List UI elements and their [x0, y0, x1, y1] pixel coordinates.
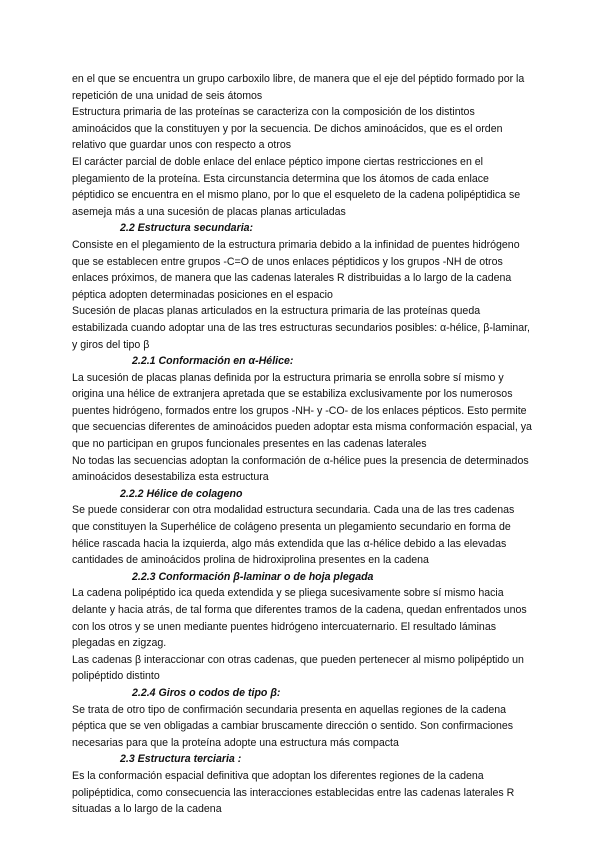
paragraph-tertiary-structure: Es la conformación espacial definitiva que adoptan los diferentes regiones de la cadena polipéptidica, como consecuencia las interacciones establecidas entre las cadenas laterales R situadas a lo largo de la cadena [72, 769, 515, 816]
paragraph-double-bond: El carácter parcial de doble enlace del enlace péptico impone ciertas restricciones en el plegamiento de la proteína. Esta circunstancia determina que los átomos de cada enlace péptidico se encuentra en el mismo plano, por lo que el esqueleto de la cadena polipéptidica se asemeja más a una sucesión de placas planas articuladas [72, 155, 521, 218]
heading-beta-turns: 2.2.4 Giros o codos de tipo β: [132, 686, 281, 699]
paragraph-alpha-helix-note: No todas las secuencias adoptan la conformación de α-hélice pues la presencia de determinados aminoácidos desestabiliza esta estructura [72, 454, 529, 484]
paragraph-alpha-helix: La sucesión de placas planas definida por la estructura primaria se enrolla sobre sí mismo y origina una hélice de extranjera apretada que se estabiliza exclusivamente por los numerosos puentes hidrógeno, formados entre los grupos -NH- y -CO- de los enlaces pépticos. Esto permite que secuencias diferentes de aminoácidos pueden adoptar esta misma conformación espacial, ya que no participan en grupos funcionales presentes en las cadenas laterales [72, 371, 532, 451]
paragraph-secondary-definition: Consiste en el plegamiento de la estructura primaria debido a la infinidad de puentes hidrógeno que se establecen entre grupos -C=O de unos enlaces péptidicos y los grupos -NH de otros enlaces próximos, de manera que las cadenas laterales R distribuidas a lo largo de la cadena péptica adopten determinadas posiciones en el espacio [72, 238, 520, 301]
paragraph-secondary-types: Sucesión de placas planas articulados en la estructura primaria de las proteínas queda estabilizada cuando adoptar una de las tres estructuras secundarios posibles: α-hélice, β-laminar, y giros del tipo β [72, 305, 530, 351]
paragraph-primary-structure: Estructura primaria de las proteínas se caracteriza con la composición de los distintos aminoácidos que la constituyen y por la secuencia. De dichos aminoácidos, que es el orden relativo que guardar unos con respecto a otros [72, 106, 503, 152]
paragraph-beta-sheet: La cadena polipéptido ica queda extendida y se pliega sucesivamente sobre sí mismo hacia delante y hacia atrás, de tal forma que diferentes tramos de la cadena, quedan enfrentados unos con los otros y se unen mediante puentes hidrógeno intercuaternario. El resultado láminas plegadas en zigzag. [72, 587, 527, 650]
document-body [72, 71, 534, 818]
heading-collagen-helix: 2.2.2 Hélice de colageno [120, 487, 243, 500]
heading-secondary-structure: 2.2 Estructura secundaria: [120, 222, 254, 235]
heading-tertiary-structure: 2.3 Estructura terciaria : [120, 753, 242, 766]
heading-alpha-helix: 2.2.1 Conformación en α-Hélice: [132, 355, 294, 368]
paragraph-beta-turns: Se trata de otro tipo de confirmación secundaria presenta en aquellas regiones de la cadena péptica que se ven obligadas a cambiar bruscamente dirección o sentido. Son confirmaciones necesarias para que la proteína adopte una estructura más compacta [72, 703, 514, 749]
paragraph-peptide-axis: en el que se encuentra un grupo carboxilo libre, de manera que el eje del péptido formado por la repetición de una unidad de seis átomos [72, 73, 525, 102]
heading-beta-sheet: 2.2.3 Conformación β-laminar o de hoja plegada [132, 570, 374, 583]
paragraph-collagen-helix: Se puede considerar con otra modalidad estructura secundaria. Cada una de las tres cadenas que constituyen la Superhélice de colágeno presenta un plegamiento secundario en forma de hélice rascada hacia la izquierda, algo más extendida que las α-hélice debido a las elevadas cantidades de aminoácidos prolina de hidroxiprolina presentes en la cadena [72, 504, 515, 567]
paragraph-beta-chains: Las cadenas β interaccionar con otras cadenas, que pueden pertenecer al mismo polipéptido un polipéptido distinto [72, 653, 524, 683]
